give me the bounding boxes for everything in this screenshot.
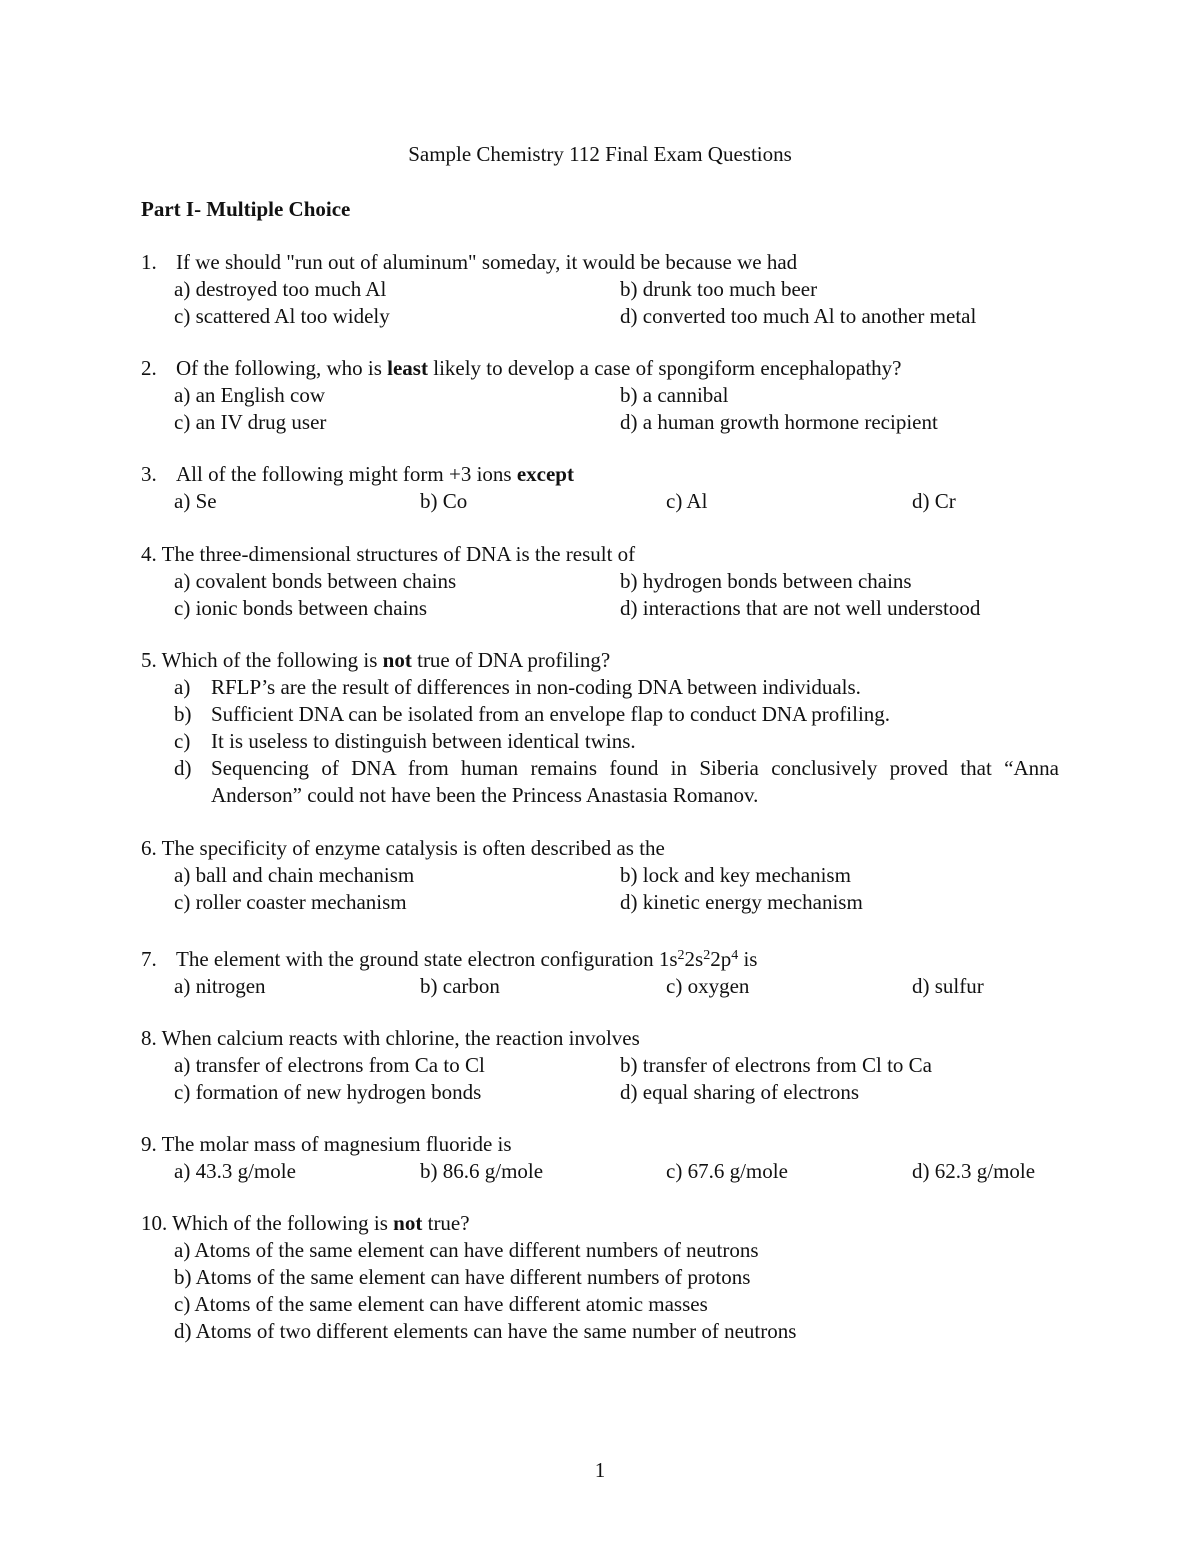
question-10	[141, 1210, 1066, 1345]
option-d: d) interactions that are not well understood	[620, 596, 981, 620]
question-9	[141, 1131, 1066, 1185]
question-4	[141, 541, 1066, 622]
option-c: c) oxygen	[666, 974, 750, 998]
superscript: 2	[677, 948, 685, 963]
option-a: a) ball and chain mechanism	[174, 863, 415, 887]
option-d: d) kinetic energy mechanism	[620, 890, 863, 914]
question-8	[141, 1025, 1066, 1106]
option-text: d) Atoms of two different elements can have the same number of neutrons	[174, 1319, 797, 1343]
question-stem	[141, 946, 1066, 973]
emphasis-text: not	[382, 648, 412, 672]
question-stem	[141, 355, 1066, 382]
option-a: a) destroyed too much Al	[174, 277, 387, 301]
option-b: b) transfer of electrons from Cl to Ca	[620, 1053, 932, 1077]
option-c: c) ionic bonds between chains	[174, 596, 428, 620]
question-2	[141, 355, 1066, 436]
option-c: c) roller coaster mechanism	[174, 890, 407, 914]
option-letter: d)	[174, 756, 192, 780]
option-row	[141, 488, 1066, 515]
option-b: b) Co	[420, 489, 468, 513]
superscript: 2	[703, 948, 711, 963]
config-part: 2s	[684, 947, 704, 971]
option-text: Sequencing of DNA from human remains found in Siberia conclusively proved that “Anna Anderson” could not have been the Princess Anastasia Romanov.	[211, 756, 1059, 807]
option-c: c) formation of new hydrogen bonds	[174, 1080, 482, 1104]
option-c	[141, 1291, 1066, 1318]
option-a: a) transfer of electrons from Ca to Cl	[174, 1053, 485, 1077]
option-text: a) Atoms of the same element can have different numbers of neutrons	[174, 1238, 759, 1262]
question-number: 1.	[141, 250, 157, 274]
option-a: a) an English cow	[174, 383, 326, 407]
question-6	[141, 835, 1066, 916]
emphasis-text: except	[516, 462, 574, 486]
option-b: b) lock and key mechanism	[620, 863, 851, 887]
option-b: b) a cannibal	[620, 383, 729, 407]
option-a	[141, 1237, 1066, 1264]
option-row	[141, 303, 1066, 330]
option-d	[141, 1318, 1066, 1345]
question-text-end: is	[738, 947, 758, 971]
option-row	[141, 568, 1066, 595]
question-text: The element with the ground state electron configuration 1s	[176, 947, 678, 971]
option-row	[141, 973, 1066, 1000]
option-a: a) 43.3 g/mole	[174, 1159, 296, 1183]
question-text: 10. Which of the following is	[141, 1211, 394, 1235]
question-text: All of the following might form +3 ions	[176, 462, 517, 486]
page-number: 1	[594, 1458, 606, 1482]
option-a: a) nitrogen	[174, 974, 266, 998]
option-row	[141, 382, 1066, 409]
option-letter: a)	[174, 675, 191, 699]
option-c: c) Al	[666, 489, 708, 513]
option-c: c) 67.6 g/mole	[666, 1159, 788, 1183]
option-c: c) scattered Al too widely	[174, 304, 390, 328]
question-text: If we should "run out of aluminum" someday, it would be because we had	[176, 250, 798, 274]
option-row	[141, 409, 1066, 436]
question-number: 3.	[141, 462, 157, 486]
option-row	[141, 1052, 1066, 1079]
document-title: Sample Chemistry 112 Final Exam Questions	[408, 142, 792, 166]
option-row	[141, 276, 1066, 303]
option-d: d) equal sharing of electrons	[620, 1080, 860, 1104]
option-d: d) converted too much Al to another metal	[620, 304, 977, 328]
option-text: RFLP’s are the result of differences in non-coding DNA between individuals.	[211, 675, 861, 699]
config-part: 2p	[710, 947, 732, 971]
question-text-end: likely to develop a case of spongiform encephalopathy?	[427, 356, 902, 380]
option-c: c) an IV drug user	[174, 410, 327, 434]
option-row	[141, 889, 1066, 916]
option-text: It is useless to distinguish between identical twins.	[211, 729, 636, 753]
question-7	[141, 946, 1066, 1000]
question-stem	[141, 249, 1066, 276]
option-b	[141, 1264, 1066, 1291]
emphasis-text: least	[387, 356, 428, 380]
question-1	[141, 249, 1066, 330]
question-number: 7.	[141, 947, 157, 971]
option-a: a) covalent bonds between chains	[174, 569, 457, 593]
option-letter: b)	[174, 702, 192, 726]
option-row	[141, 862, 1066, 889]
option-b: b) hydrogen bonds between chains	[620, 569, 912, 593]
question-stem: 4. The three-dimensional structures of DNA is the result of	[141, 542, 636, 566]
question-stem	[141, 461, 1066, 488]
option-d	[141, 755, 1066, 809]
option-row	[141, 595, 1066, 622]
option-row	[141, 1158, 1066, 1185]
option-letter: c)	[174, 729, 191, 753]
option-text: Sufficient DNA can be isolated from an envelope flap to conduct DNA profiling.	[211, 702, 891, 726]
question-5	[141, 647, 1066, 809]
option-d: d) a human growth hormone recipient	[620, 410, 938, 434]
option-text: c) Atoms of the same element can have different atomic masses	[174, 1292, 708, 1316]
option-d: d) sulfur	[912, 974, 984, 998]
question-stem: 8. When calcium reacts with chlorine, the reaction involves	[141, 1026, 640, 1050]
question-stem: 9. The molar mass of magnesium fluoride is	[141, 1132, 512, 1156]
option-text: b) Atoms of the same element can have different numbers of protons	[174, 1265, 751, 1289]
option-a: a) Se	[174, 489, 217, 513]
question-number: 2.	[141, 356, 157, 380]
question-text-end: true?	[422, 1211, 470, 1235]
question-stem	[141, 647, 1066, 674]
question-stem	[141, 1210, 1066, 1237]
option-c	[141, 728, 1066, 755]
superscript: 4	[731, 948, 739, 963]
question-stem: 6. The specificity of enzyme catalysis is often described as the	[141, 836, 665, 860]
option-d: d) 62.3 g/mole	[912, 1159, 1036, 1183]
option-b	[141, 701, 1066, 728]
option-d: d) Cr	[912, 489, 956, 513]
question-text-end: true of DNA profiling?	[411, 648, 611, 672]
question-text: 5. Which of the following is	[141, 648, 383, 672]
option-row	[141, 1079, 1066, 1106]
question-text: Of the following, who is	[176, 356, 388, 380]
option-b: b) drunk too much beer	[620, 277, 818, 301]
emphasis-text: not	[393, 1211, 423, 1235]
option-b: b) carbon	[420, 974, 500, 998]
option-b: b) 86.6 g/mole	[420, 1159, 544, 1183]
section-heading: Part I- Multiple Choice	[141, 197, 351, 221]
question-3	[141, 461, 1066, 515]
option-a	[141, 674, 1066, 701]
